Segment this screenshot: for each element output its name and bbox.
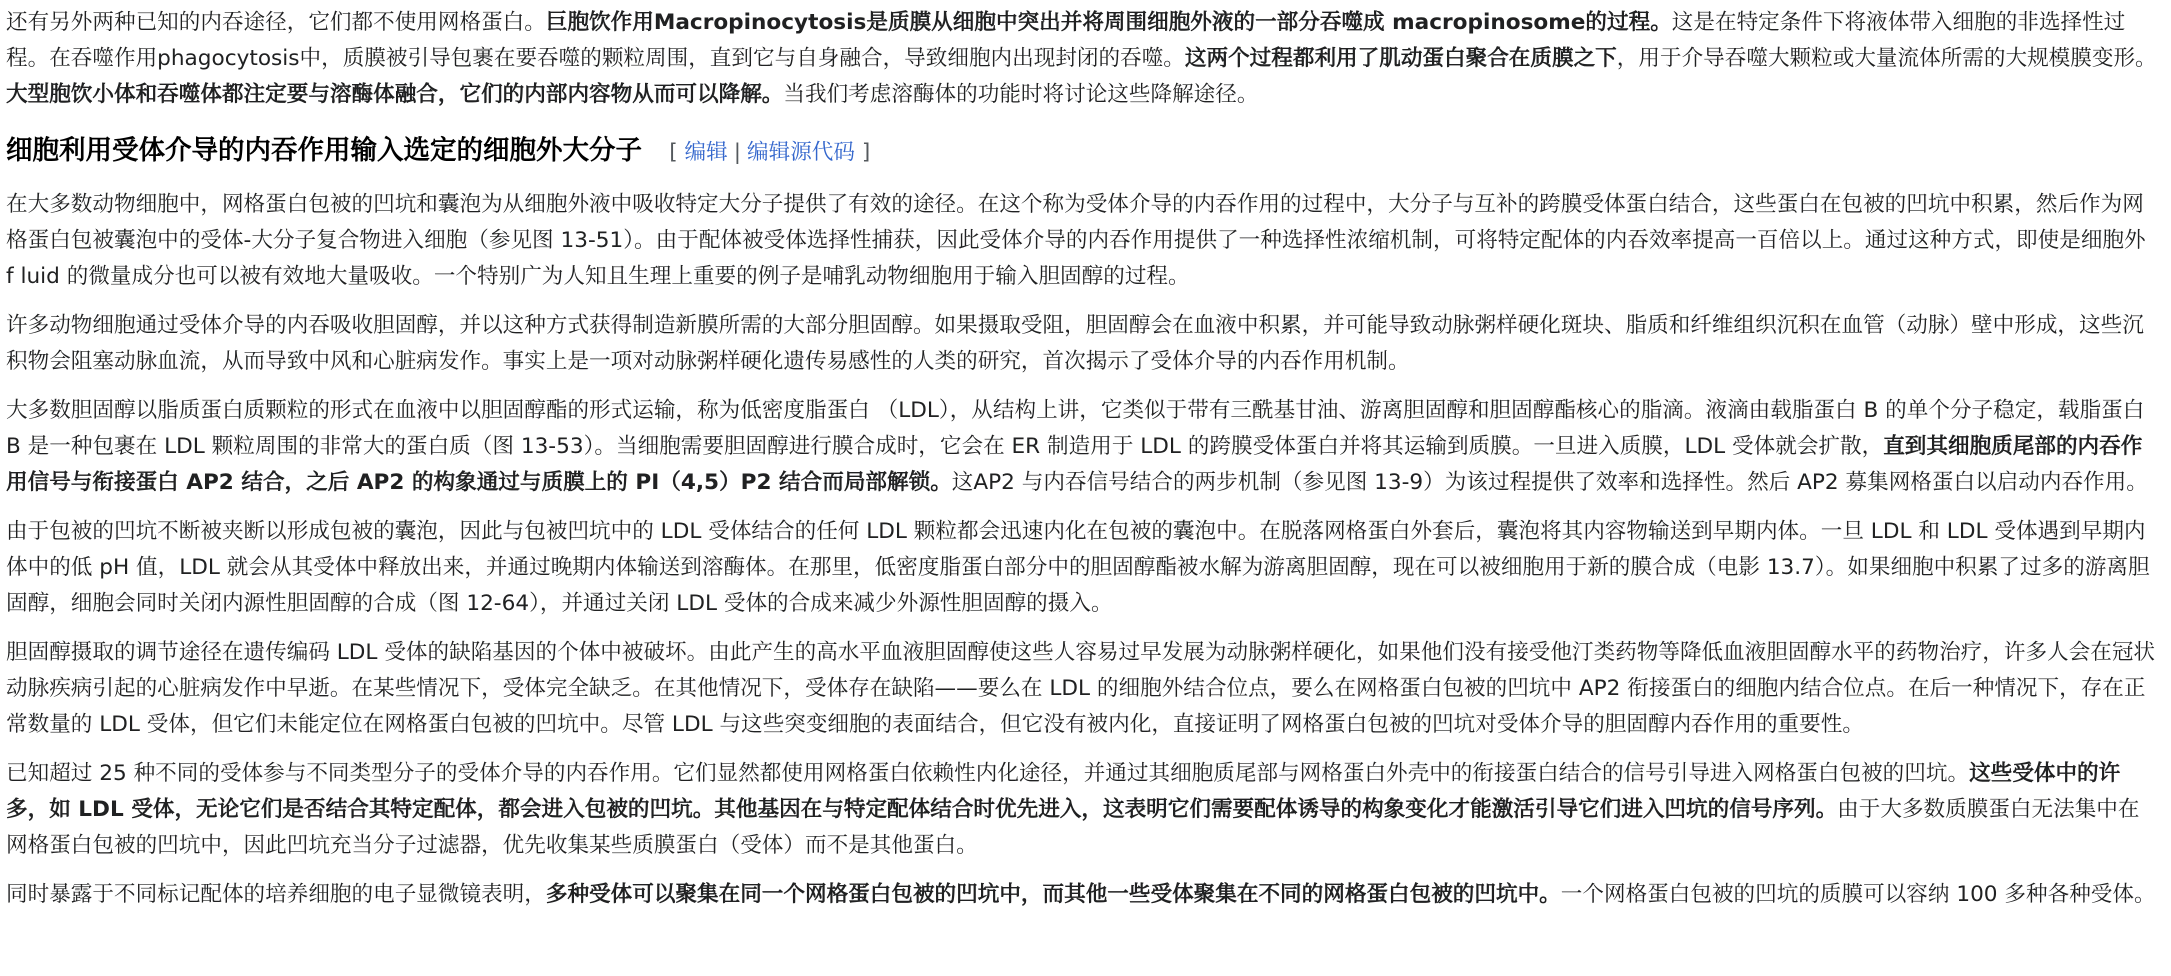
edit-section-links	[669, 140, 870, 165]
bold-text-run: 这两个过程都利用了肌动蛋白聚合在质膜之下	[1184, 46, 1617, 71]
text-run: 在大多数动物细胞中，网格蛋白包被的凹坑和囊泡为从细胞外液中吸收特定大分子提供了有效的途径。在这个称为受体介导的内吞作用的过程中，大分子与互补的跨膜受体蛋白结合，这些蛋白在包被的凹坑中积累，然后作为网格蛋白包被囊泡中的受体-大分子复合物进入细胞（参见图 13-51）。由于配体被受体选择性捕获，因此受体介导的内吞作用提供了一种选择性浓缩机制，可将特定配体的内吞效率提高一百倍以上。通过这种方式，即使是细胞外 f luid 的微量成分也可以被有效地大量吸收。一个特别广为人知且生理上重要的例子是哺乳动物细胞用于输入胆固醇的过程。	[6, 192, 2146, 289]
text-run: 这AP2 与内吞信号结合的两步机制（参见图 13-9）为该过程提供了效率和选择性。然后 AP2 募集网格蛋白以启动内吞作用。	[951, 470, 2148, 495]
text-run: 胆固醇摄取的调节途径在遗传编码 LDL 受体的缺陷基因的个体中被破坏。由此产生的高水平血液胆固醇使这些人容易过早发展为动脉粥样硬化，如果他们没有接受他汀类药物等降低血液胆固醇水平的药物治疗，许多人会在冠状动脉疾病引起的心脏病发作中早逝。在某些情况下，受体完全缺乏。在其他情况下，受体存在缺陷——要么在 LDL 的细胞外结合位点，要么在网格蛋白包被的凹坑中 AP2 衔接蛋白的细胞内结合位点。在后一种情况下，存在正常数量的 LDL 受体，但它们未能定位在网格蛋白包被的凹坑中。尽管 LDL 与这些突变细胞的表面结合，但它没有被内化，直接证明了网格蛋白包被的凹坑对受体介导的胆固醇内吞作用的重要性。	[6, 640, 2156, 737]
text-run: 这是在特定条件下将液体带入细胞的非选择性过程。在吞噬作用phagocytosis中，质膜被引导包裹在要吞噬的颗粒周围，直到它与自身融合，导致细胞内出现封闭的吞噬。	[6, 10, 2126, 71]
edit-separator: |	[733, 140, 742, 165]
text-run: 大多数胆固醇以脂质蛋白质颗粒的形式在血液中以胆固醇酯的形式运输，称为低密度脂蛋白 （LDL），从结构上讲，它类似于带有三酰基甘油、游离胆固醇和胆固醇酯核心的脂滴。液滴由载脂蛋白 B 的单个分子稳定，载脂蛋白 B 是一种包裹在 LDL 颗粒周围的非常大的蛋白质（图 13-53）。当细胞需要胆固醇进行膜合成时，它会在 ER 制造用于 LDL 的跨膜受体蛋白并将其运输到质膜。一旦进入质膜，LDL 受体就会扩散，	[6, 398, 2145, 459]
text-run: 同时暴露于不同标记配体的培养细胞的电子显微镜表明，	[6, 882, 546, 907]
body-paragraph	[6, 308, 2160, 380]
edit-bracket-close: ]	[855, 140, 871, 165]
body-paragraph	[6, 756, 2160, 864]
edit-bracket-open: [	[669, 140, 685, 165]
bold-text-run: 巨胞饮作用Macropinocytosis是质膜从细胞中突出并将周围细胞外液的一部分吞噬成 macropinosome的过程。	[545, 10, 1672, 35]
intro-paragraph	[6, 5, 2160, 113]
section-body	[6, 187, 2160, 913]
edit-link[interactable]: 编辑	[684, 140, 728, 165]
text-run: 当我们考虑溶酶体的功能时将讨论这些降解途径。	[783, 82, 1259, 107]
text-run: 由于大多数质膜蛋白无法集中在网格蛋白包被的凹坑中，因此凹坑充当分子过滤器，优先收集某些质膜蛋白（受体）而不是其他蛋白。	[6, 797, 2140, 858]
text-run: 还有另外两种已知的内吞途径，它们都不使用网格蛋白。	[6, 10, 546, 35]
body-paragraph	[6, 187, 2160, 295]
edit-source-link[interactable]: 编辑源代码	[747, 140, 855, 165]
section-title: 细胞利用受体介导的内吞作用输入选定的细胞外大分子	[6, 135, 642, 166]
body-paragraph	[6, 393, 2160, 501]
article-content	[0, 5, 2160, 913]
text-run: 由于包被的凹坑不断被夹断以形成包被的囊泡，因此与包被凹坑中的 LDL 受体结合的任何 LDL 颗粒都会迅速内化在包被的囊泡中。在脱落网格蛋白外套后，囊泡将其内容物输送到早期内体。一旦 LDL 和 LDL 受体遇到早期内体中的低 pH 值，LDL 就会从其受体中释放出来，并通过晚期内体输送到溶酶体。在那里，低密度脂蛋白部分中的胆固醇酯被水解为游离胆固醇，现在可以被细胞用于新的膜合成（电影 13.7）。如果细胞中积累了过多的游离胆固醇，细胞会同时关闭内源性胆固醇的合成（图 12-64），并通过关闭 LDL 受体的合成来减少外源性胆固醇的摄入。	[6, 519, 2150, 616]
bold-text-run: 这些受体中的许多，如 LDL 受体，无论它们是否结合其特定配体，都会进入包被的凹坑。其他基因在与特定配体结合时优先进入，这表明它们需要配体诱导的构象变化才能激活引导它们进入凹坑的信号序列。	[6, 761, 2121, 822]
text-run: ，用于介导吞噬大颗粒或大量流体所需的大规模膜变形。	[1616, 46, 2157, 71]
bold-text-run: 大型胞饮小体和吞噬体都注定要与溶酶体融合，它们的内部内容物从而可以降解。	[6, 82, 784, 107]
body-paragraph	[6, 635, 2160, 743]
text-run: 一个网格蛋白包被的凹坑的质膜可以容纳 100 多种各种受体。	[1560, 882, 2156, 907]
section-heading	[6, 131, 2160, 173]
bold-text-run: 直到其细胞质尾部的内吞作用信号与衔接蛋白 AP2 结合，之后 AP2 的构象通过与质膜上的 PI（4,5）P2 结合而局部解锁。	[6, 434, 2143, 495]
body-paragraph	[6, 877, 2160, 913]
text-run: 许多动物细胞通过受体介导的内吞吸收胆固醇，并以这种方式获得制造新膜所需的大部分胆固醇。如果摄取受阻，胆固醇会在血液中积累，并可能导致动脉粥样硬化斑块、脂质和纤维组织沉积在血管（动脉）壁中形成，这些沉积物会阻塞动脉血流，从而导致中风和心脏病发作。事实上是一项对动脉粥样硬化遗传易感性的人类的研究，首次揭示了受体介导的内吞作用机制。	[6, 313, 2144, 374]
body-paragraph	[6, 514, 2160, 622]
bold-text-run: 多种受体可以聚集在同一个网格蛋白包被的凹坑中，而其他一些受体聚集在不同的网格蛋白包被的凹坑中。	[545, 882, 1561, 907]
text-run: 已知超过 25 种不同的受体参与不同类型分子的受体介导的内吞作用。它们显然都使用网格蛋白依赖性内化途径，并通过其细胞质尾部与网格蛋白外壳中的衔接蛋白结合的信号引导进入网格蛋白包被的凹坑。	[6, 761, 1970, 786]
